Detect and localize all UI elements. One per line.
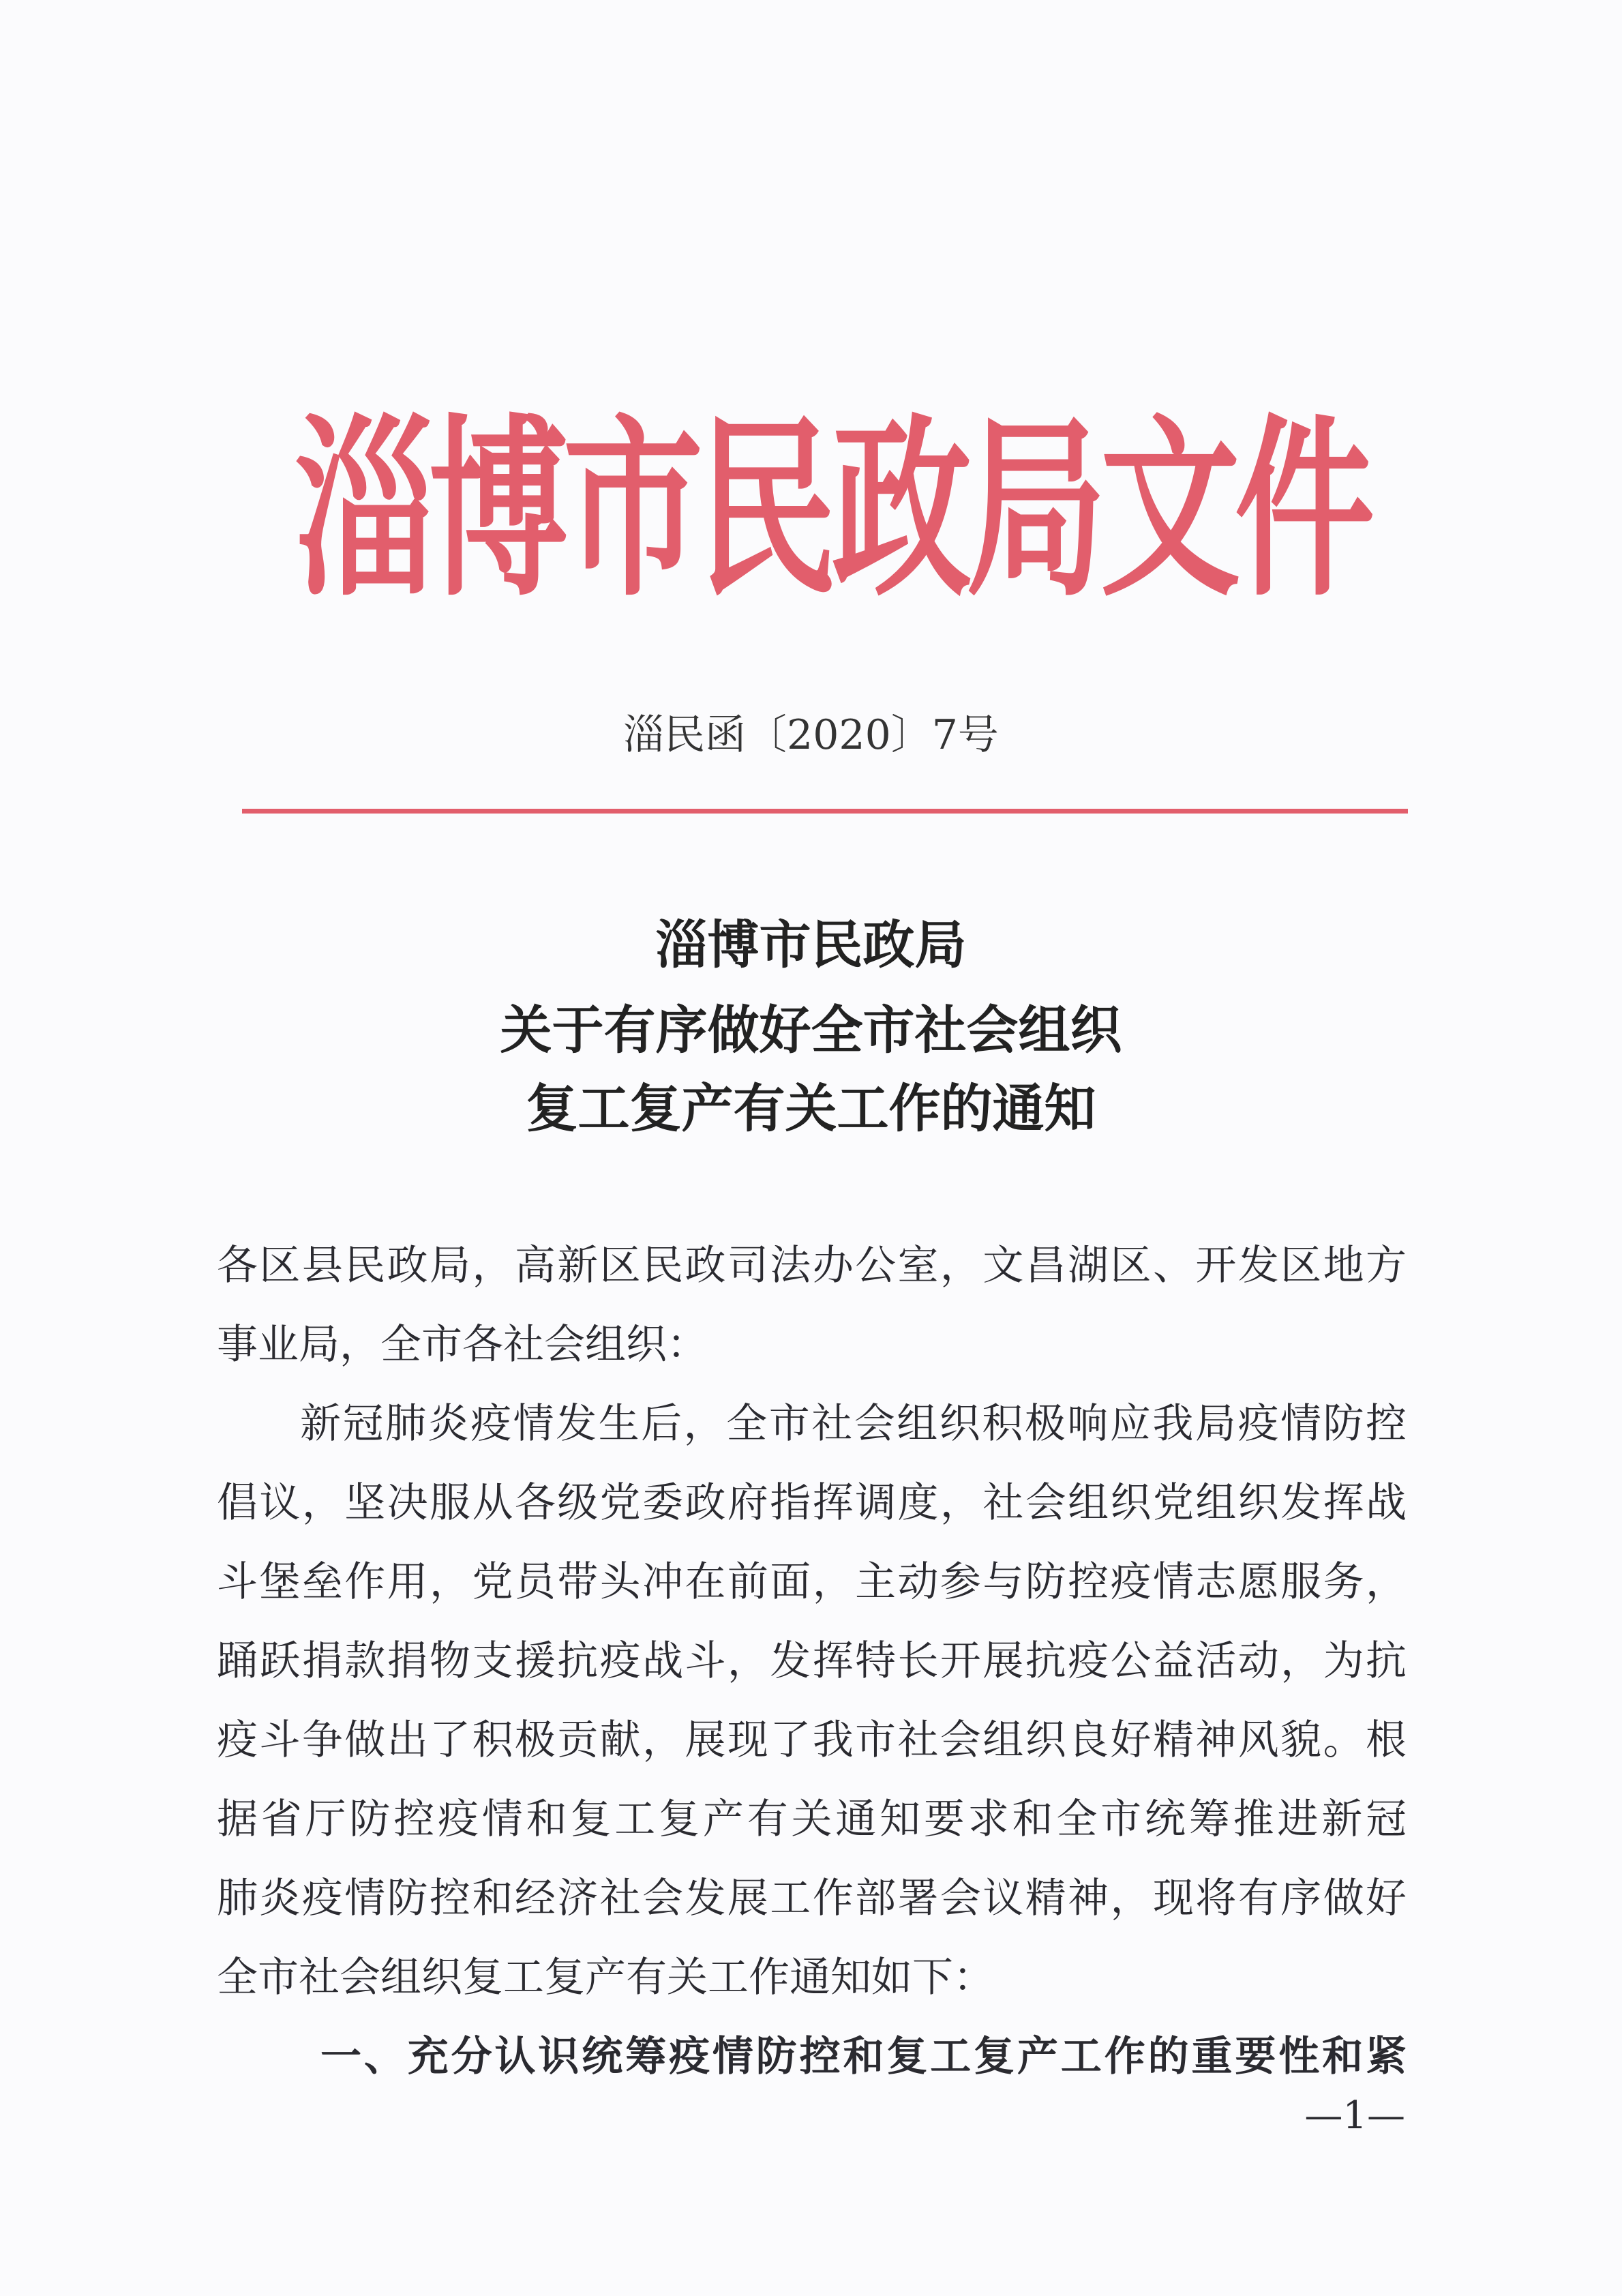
body-line: 踊跃捐款捐物支援抗疫战斗，发挥特长开展抗疫公益活动，为抗 xyxy=(217,1637,1407,1685)
issuer-header: 淄博市民政局文件 xyxy=(295,397,1369,623)
page-number: —1— xyxy=(1304,2093,1405,2138)
body-line: 疫斗争做出了积极贡献，展现了我市社会组织良好精神风貌。根 xyxy=(217,1716,1407,1764)
document-number: 淄民函〔2020〕7号 xyxy=(623,711,999,759)
salutation-line-1: 各区县民政局，高新区民政司法办公室，文昌湖区、开发区地方 xyxy=(217,1242,1407,1289)
red-divider xyxy=(242,809,1408,814)
body-line: 全市社会组织复工复产有关工作通知如下： xyxy=(217,1954,994,2001)
body-line: 倡议，坚决服从各级党委政府指挥调度，社会组织党组织发挥战 xyxy=(217,1479,1407,1527)
body-line: 斗堡垒作用，党员带头冲在前面，主动参与防控疫情志愿服务， xyxy=(217,1558,1407,1606)
title-line-1: 淄博市民政局 xyxy=(655,914,967,975)
body-line: 据省厅防控疫情和复工复产有关通知要求和全市统筹推进新冠 xyxy=(217,1795,1407,1843)
salutation-line-2: 事业局，全市各社会组织： xyxy=(217,1321,708,1369)
title-line-3: 复工复产有关工作的通知 xyxy=(526,1078,1096,1139)
title-line-2: 关于有序做好全市社会组织 xyxy=(500,1000,1122,1060)
section-heading-1: 一、充分认识统筹疫情防控和复工复产工作的重要性和紧 xyxy=(320,2033,1407,2081)
body-line: 新冠肺炎疫情发生后，全市社会组织积极响应我局疫情防控 xyxy=(300,1400,1407,1448)
body-line: 肺炎疫情防控和经济社会发展工作部署会议精神，现将有序做好 xyxy=(217,1875,1407,1922)
